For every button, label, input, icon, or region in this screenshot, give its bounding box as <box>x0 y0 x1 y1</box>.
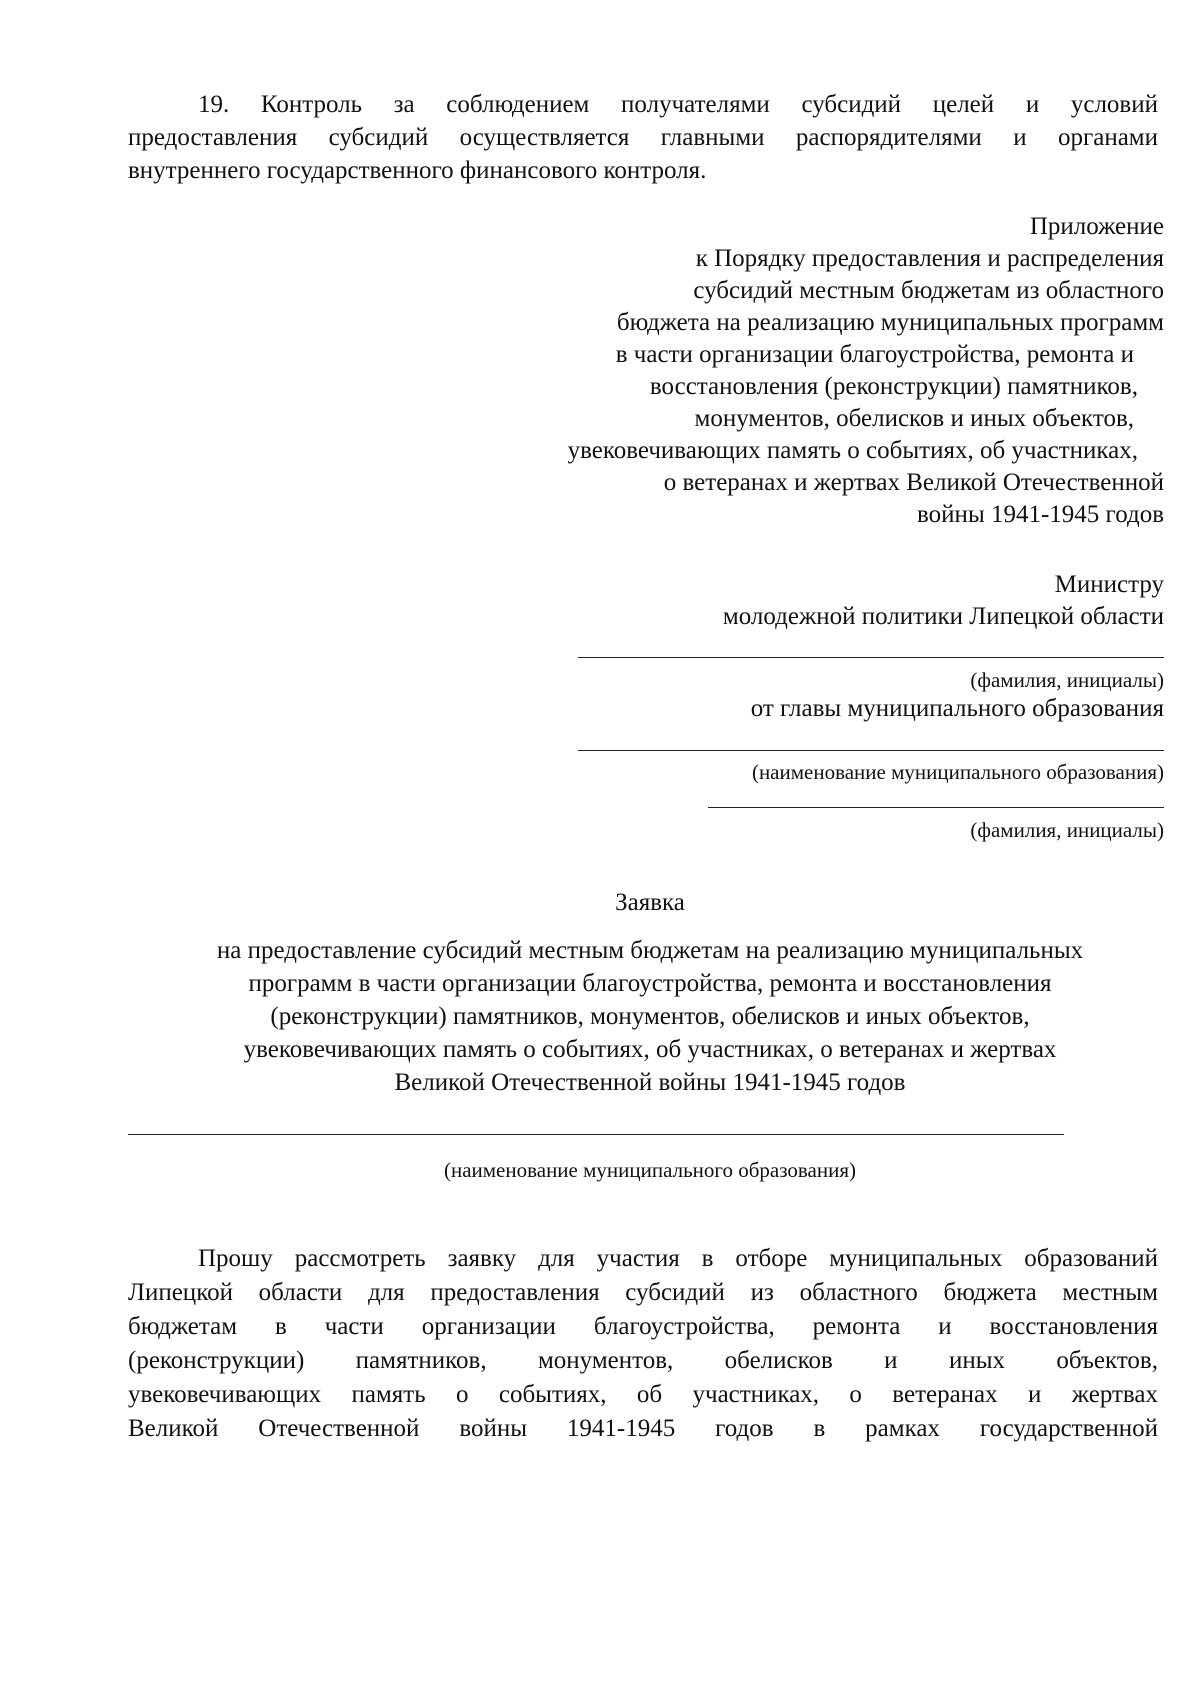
appendix-line-7: монументов, обелисков и иных объектов, <box>694 405 1134 432</box>
application-title: Заявка <box>615 889 685 916</box>
head-name-blank-line <box>708 807 1164 808</box>
appendix-line-5: в части организации благоустройства, ремонта и <box>615 341 1134 368</box>
appendix-line-9: о ветеранах и жертвах Великой Отечественной <box>663 469 1164 496</box>
appendix-line-8: увековечивающих память о событиях, об участниках, <box>567 437 1138 464</box>
request-line-4: (реконструкции) памятников, монументов, обелисков и иных объектов, <box>128 1347 1158 1374</box>
request-line-6: Великой Отечественной войны 1941-1945 годов в рамках государственной <box>128 1415 1158 1442</box>
from-head-line: от главы муниципального образования <box>750 695 1164 722</box>
appendix-line-4: бюджета на реализацию муниципальных программ <box>616 309 1164 336</box>
application-mo-caption: (наименование муниципального образования) <box>443 1158 857 1182</box>
appendix-line-1: Приложение <box>1029 213 1164 240</box>
application-subtitle-line-5: Великой Отечественной войны 1941-1945 годов <box>394 1069 906 1096</box>
application-subtitle-line-3: (реконструкции) памятников, монументов, обелисков и иных объектов, <box>270 1003 1030 1030</box>
item-19-line-3: внутреннего государственного финансового контроля. <box>128 157 707 184</box>
appendix-line-6: восстановления (реконструкции) памятников, <box>649 373 1138 400</box>
request-line-5: увековечивающих память о событиях, об участниках, о ветеранах и жертвах <box>128 1381 1158 1408</box>
application-mo-blank-line <box>128 1134 1064 1135</box>
item-19-line-2: предоставления субсидий осуществляется главными распорядителями и органами <box>128 124 1158 151</box>
request-line-3: бюджетам в части организации благоустройства, ремонта и восстановления <box>128 1313 1158 1340</box>
minister-name-caption: (фамилия, инициалы) <box>970 668 1164 692</box>
appendix-line-10: войны 1941-1945 годов <box>917 501 1164 528</box>
application-subtitle-line-4: увековечивающих память о событиях, об участниках, о ветеранах и жертвах <box>243 1036 1057 1063</box>
addressee-line-1: Министру <box>1054 571 1164 598</box>
application-subtitle-line-1: на предоставление субсидий местным бюджетам на реализацию муниципальных <box>216 937 1084 964</box>
mo-name-caption: (наименование муниципального образования) <box>751 760 1164 784</box>
appendix-line-3: субсидий местным бюджетам из областного <box>693 277 1164 304</box>
addressee-line-2: молодежной политики Липецкой области <box>722 603 1164 630</box>
request-line-2: Липецкой области для предоставления субсидий из областного бюджета местным <box>128 1279 1158 1306</box>
request-line-1: Прошу рассмотреть заявку для участия в отборе муниципальных образований <box>198 1245 1158 1272</box>
appendix-line-2: к Порядку предоставления и распределения <box>695 245 1164 272</box>
minister-name-blank-line <box>578 657 1164 658</box>
mo-name-blank-line <box>578 750 1164 751</box>
head-name-caption: (фамилия, инициалы) <box>970 818 1164 842</box>
item-19-line-1: 19. Контроль за соблюдением получателями субсидий целей и условий <box>198 91 1158 118</box>
application-subtitle-line-2: программ в части организации благоустройства, ремонта и восстановления <box>248 970 1052 997</box>
